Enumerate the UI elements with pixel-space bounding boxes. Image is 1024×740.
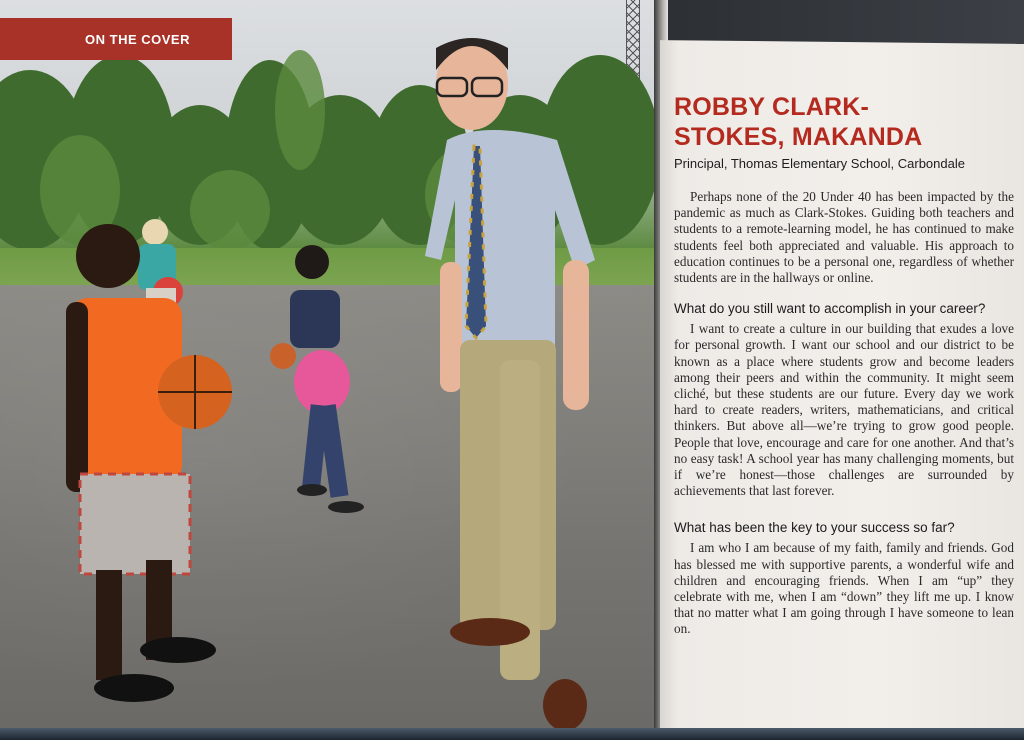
section-tag: ON THE COVER xyxy=(0,18,232,60)
profile-name-line1: ROBBY CLARK- xyxy=(674,93,869,121)
principal xyxy=(425,38,595,731)
question-1: What do you still want to accomplish in your career? xyxy=(674,301,986,317)
profile-title: Principal, Thomas Elementary School, Carbondale xyxy=(674,156,965,171)
question-2: What has been the key to your success so far? xyxy=(674,520,955,536)
article-content xyxy=(674,92,1014,638)
girl-pink-jacket xyxy=(270,245,364,513)
answer-2: I am who I am because of my faith, family and friends. God has blessed me with supportive parents, a wonderful wife and children and encouraging friends. When I am “up” they celebrate with me, when I am “down” they lift me up. I know that no matter what I am going through I have someone to lean on. xyxy=(674,540,1014,637)
answer-1: I want to create a culture in our building that exudes a love for personal growth. I want our school and our district to be known as a place where students grow and become leaders among their peers and within the community. It might seem cliché, but these students are our future. Every day we work hard to create readers, writers, mathematicians, and critical thinkers. But above all—we’re trying to grow good people. People that love, encourage and care for one another. And that’s no easy task! A school year has many challenging moments, but if we’re honest—those challenges are surrounded by achievements that last forever. xyxy=(674,321,1014,499)
profile-name xyxy=(674,92,1014,152)
intro-paragraph: Perhaps none of the 20 Under 40 has been impacted by the pandemic as much as Clark-Stokes. Guiding both teachers and students to a remote-learning model, he has continued to make students feel both appreciated and valuable. His approach to education continues to be a personal one, regardless of whether students are in the hallways or online. xyxy=(674,189,1014,286)
bottom-edge xyxy=(0,728,1024,740)
profile-name-line2: STOKES, MAKANDA xyxy=(674,123,923,151)
